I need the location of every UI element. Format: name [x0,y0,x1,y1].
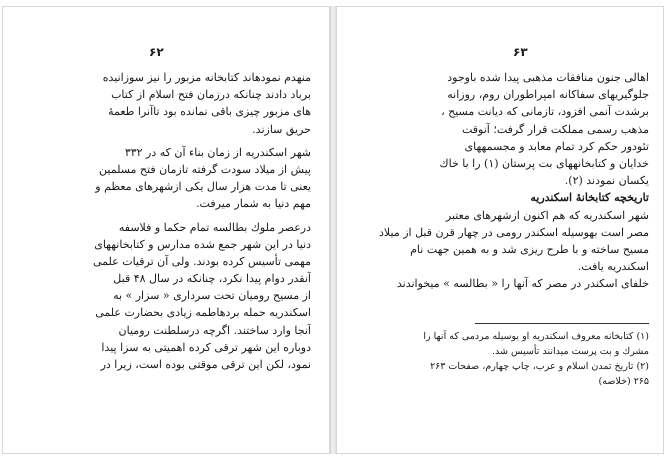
text-line: خلفای اسکندر در مصر که آنها را « بطالسه » میخواندند [396,277,649,291]
left-page-body [31,69,311,373]
text-line: شهر اسکندریه که هم اکنون ازشهرهای معتبر [445,208,649,222]
text-line: آنقدر دوام پیدا نکرد، چنانکه در سال ۴۸ قبل [113,272,311,286]
footnote-line: مشرك و بت پرست میدانند تأسیس شد. [491,346,649,357]
text-line: مسیح ساخته و با طرح ریزی شد و به همین جهت نام [410,242,649,256]
text-line: مصر است بهوسیله اسکندر رومی در چهار قرن قبل از میلاد [379,225,649,239]
text-line: اهالی جنون منافقات مذهبی پیدا شده باوجود [447,71,649,84]
section-heading: تاریخچه کتابخانهٔ اسکندریه [530,191,649,205]
text-line: تئودور حکم کرد تمام معابد و مجسمههای [464,139,649,153]
footnote-line: ۲۶۵ (خلاصه) [598,376,649,387]
text-line: یعنی تا مدت هزار سال یکی ازشهرهای معظم و [95,180,311,194]
text-line: دوباره این شهر ترقی کرده اهمیتی به سزا پیدا [101,340,311,354]
text-line: اسکندریه حمله بردهاطمه زیادی بحضارت علمی [95,306,311,320]
text-line: آنجا وارد ساختند. اگرچه درسلطنت رومیان [118,323,311,337]
text-line: دنیا در این شهر جمع شده مدارس و کتابخانههای [94,237,311,251]
text-line: برباد دادند چنانکه درزمان فتح اسلام از کتاب [111,88,311,102]
text-line: مهم دنیا به شمار میرفت. [196,197,311,211]
footnote-line: (۱) کتابخانه معروف اسکندریه او بوسیله مردمی که آنها را [423,331,649,342]
text-line: حریق سازند. [252,122,311,136]
text-line: خدایان و کتابخانههای بت پرستان (۱) را با خاك [439,156,649,170]
right-page [336,6,664,454]
text-line: مهمی تأسیس کرده بودند. ولی آن ترقیات علمی [93,254,311,268]
text-line: اسکندریه یافت. [577,260,649,274]
text-line: پیش از میلاد سودت گرفته تازمان فتح مسلمین [99,162,311,176]
footnote-divider [475,323,649,324]
left-page [2,6,330,454]
footnotes [377,329,649,389]
text-line: از مسیح رومیان تحت سرداری « سزار » به [113,289,311,303]
text-line: برشدت آنمی افزود، تازمانی که دیانت مسیح ، [441,105,649,119]
footnote-line: (۲) تاریخ تمدن اسلام و عرب، چاپ چهارم، صفحات ۲۶۳ [430,361,649,372]
text-line: های مزبور چیزی باقی نمانده بود تاآنرا طعمۀ [108,105,311,119]
page-number-right: ۶۳ [513,45,528,59]
text-line: جلوگیریهای سفاکانه امپراطوران روم، روزانه [447,88,649,102]
text-line: منهدم نمودهاند کتابخانه مزبور را نیز سوزانیده [102,71,311,84]
text-line: شهر اسکندریه از زمان بناء آن که در ۳۳۲ [124,145,311,159]
text-line: درعصر ملوك بطالسه تمام حکما و فلاسفه [118,220,311,234]
text-line: مذهب رسمی مملکت قرار گرفت؛ آنوقت [462,122,649,136]
text-line: نمود، لکن این ترقی موقتی بوده است، زیرا در [100,358,311,371]
right-page-body [377,69,649,292]
page-number-left: ۶۲ [149,45,164,59]
text-line: یکسان نمودند (۲). [564,174,649,188]
